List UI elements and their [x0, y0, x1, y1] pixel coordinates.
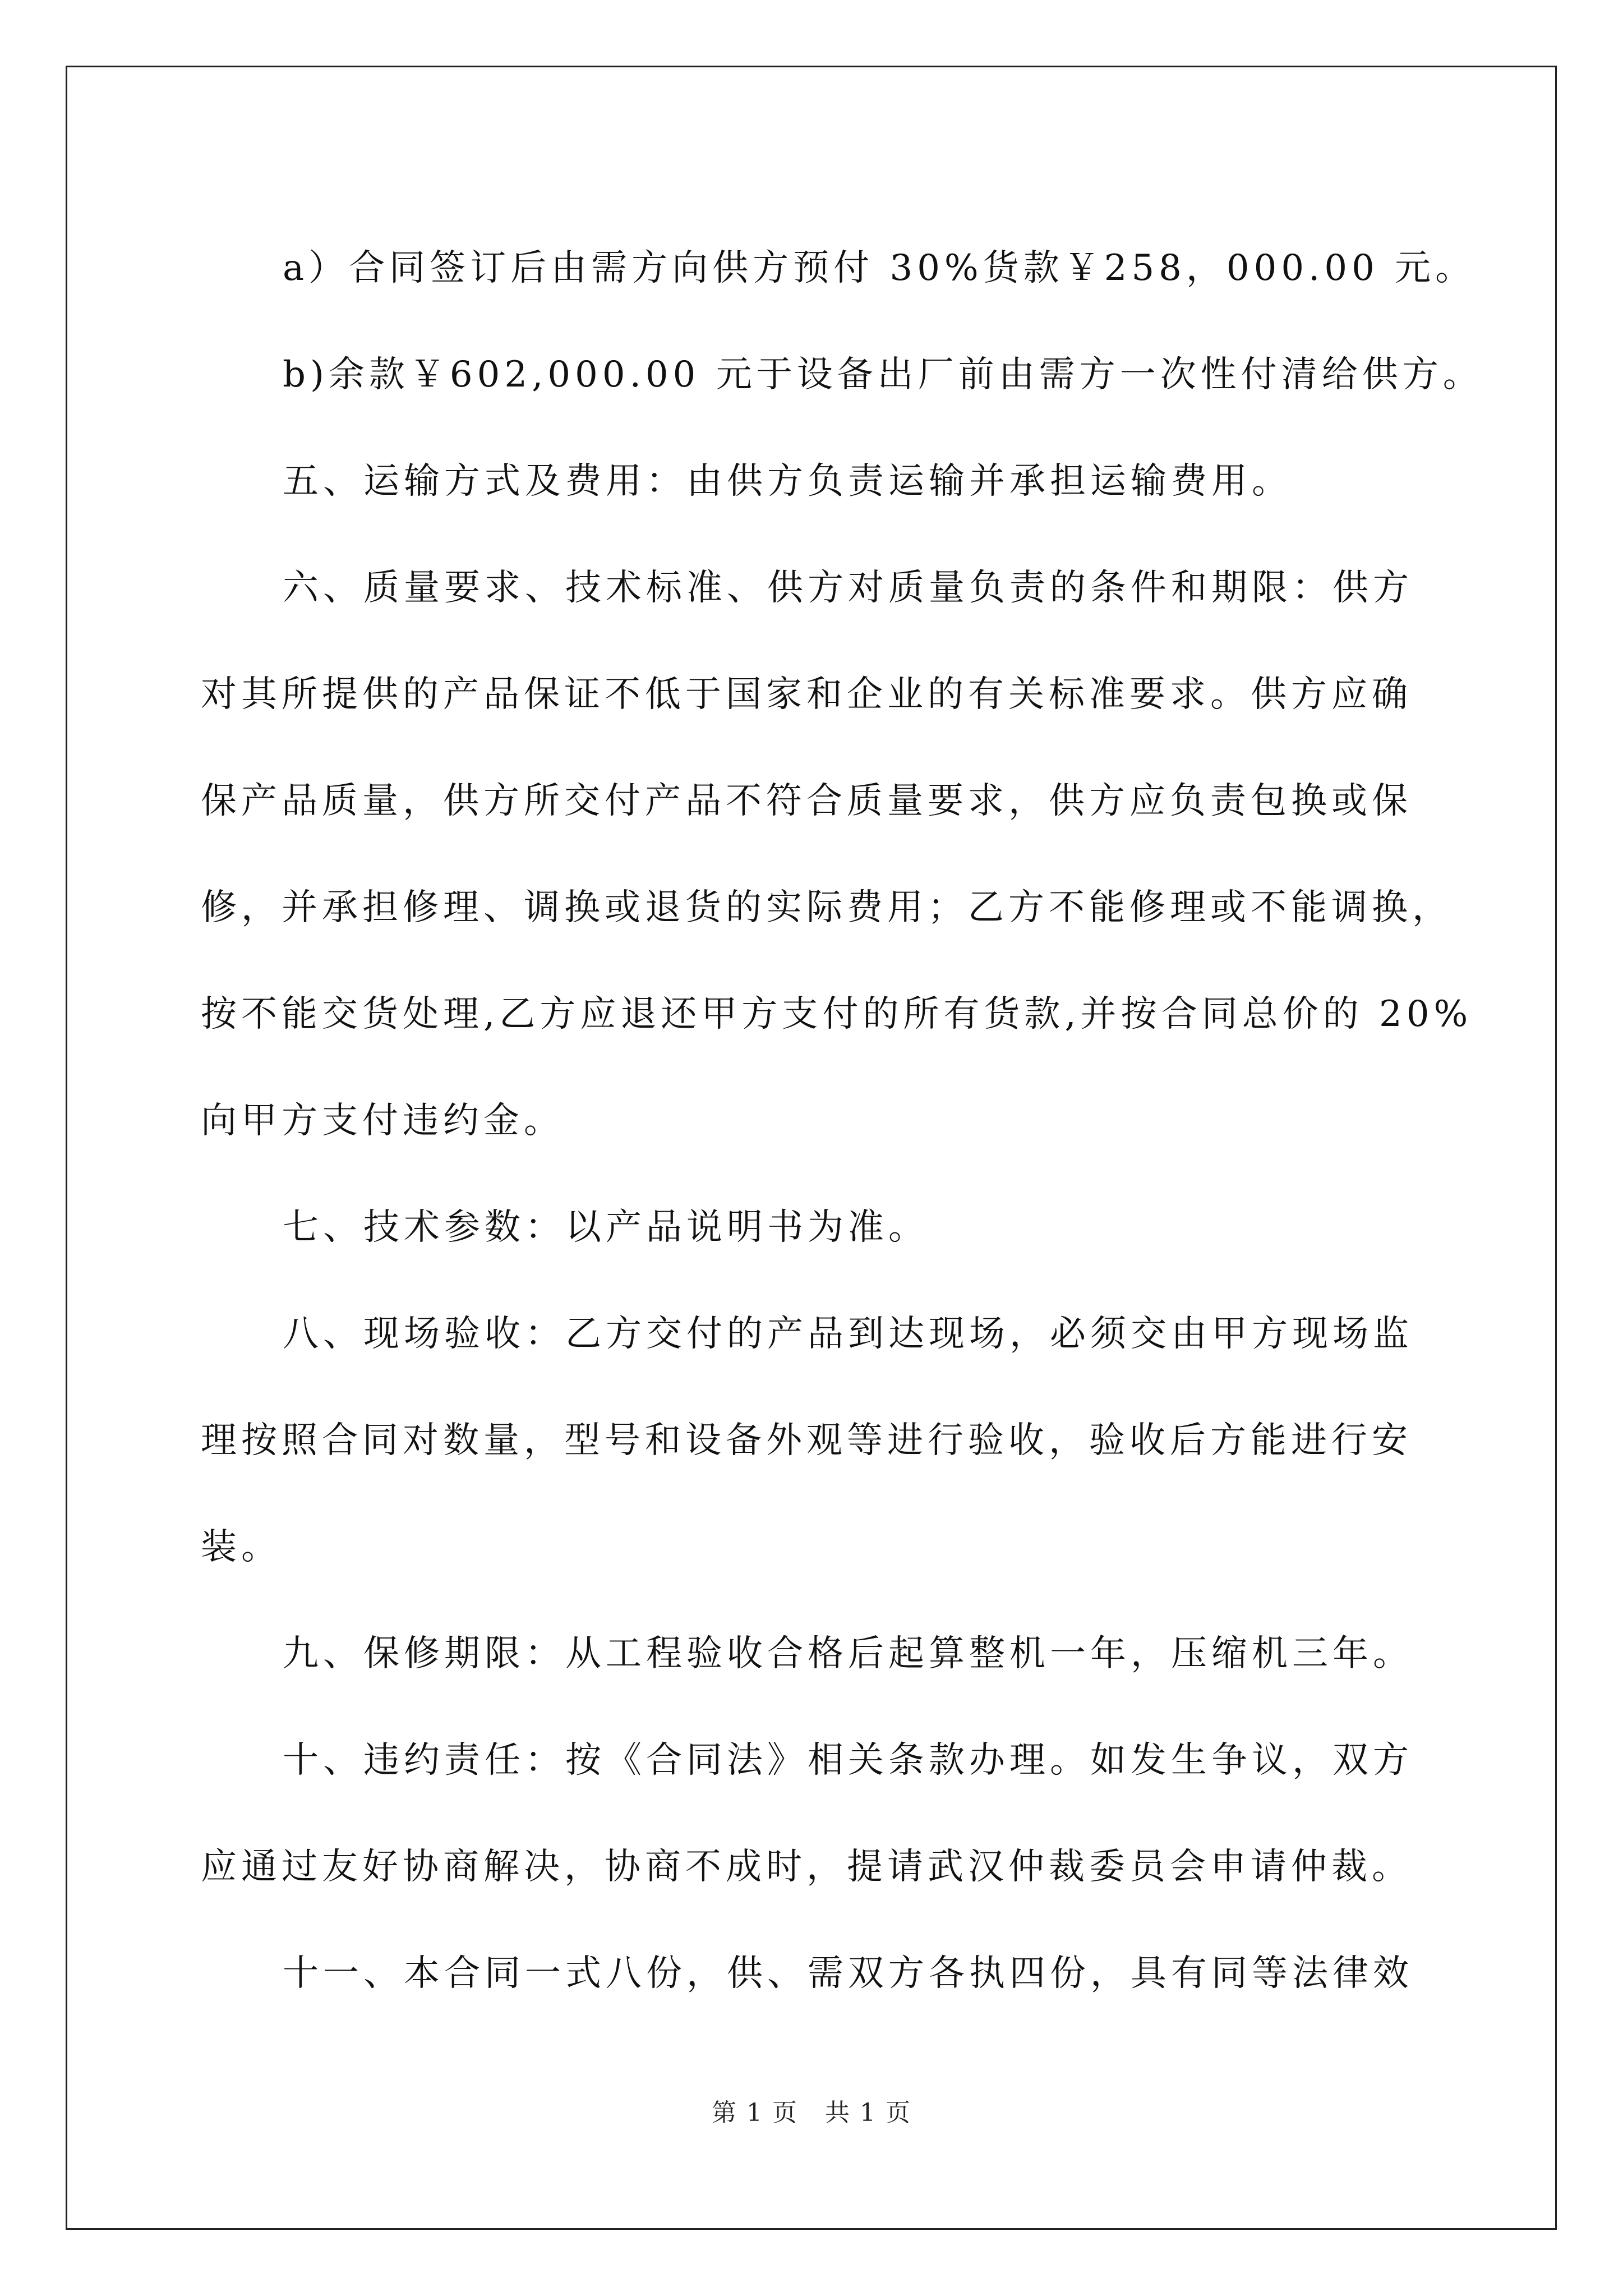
text-line: 八、现场验收：乙方交付的产品到达现场，必须交由甲方现场监	[283, 1313, 1413, 1355]
document-body	[201, 215, 1483, 2027]
text-line: 理按照合同对数量，型号和设备外观等进行验收，验收后方能进行安	[201, 1420, 1412, 1461]
page-number-footer: 第 1 页 共 1 页	[712, 2099, 911, 2127]
text-line: 向甲方支付违约金。	[201, 1100, 564, 1142]
text-line: 保产品质量，供方所交付产品不符合质量要求，供方应负责包换或保	[201, 780, 1412, 822]
text-line: 十一、本合同一式八份，供、需双方各执四份，具有同等法律效	[283, 1953, 1413, 1994]
text-line: 九、保修期限：从工程验收合格后起算整机一年，压缩机三年。	[283, 1633, 1413, 1674]
text-line: 七、技术参数：以产品说明书为准。	[283, 1207, 929, 1248]
text-line: 十、违约责任：按《合同法》相关条款办理。如发生争议，双方	[283, 1740, 1413, 1781]
text-line: 装。	[201, 1526, 282, 1568]
text-line: 六、质量要求、技术标准、供方对质量负责的条件和期限：供方	[283, 567, 1413, 609]
text-line: 修，并承担修理、调换或退货的实际费用；乙方不能修理或不能调换，	[201, 887, 1453, 928]
text-line: 五、运输方式及费用：由供方负责运输并承担运输费用。	[283, 461, 1292, 502]
text-line: 应通过友好协商解决，协商不成时，提请武汉仲裁委员会申请仲裁。	[201, 1846, 1412, 1888]
text-line: 对其所提供的产品保证不低于国家和企业的有关标准要求。供方应确	[201, 674, 1412, 715]
text-line: a）合同签订后由需方向供方预付 30%货款￥258，000.00 元。	[283, 247, 1476, 289]
text-line: b)余款￥602,000.00 元于设备出厂前由需方一次性付清给供方。	[283, 354, 1483, 395]
text-line: 按不能交货处理,乙方应退还甲方支付的所有货款,并按合同总价的 20%	[201, 993, 1473, 1035]
